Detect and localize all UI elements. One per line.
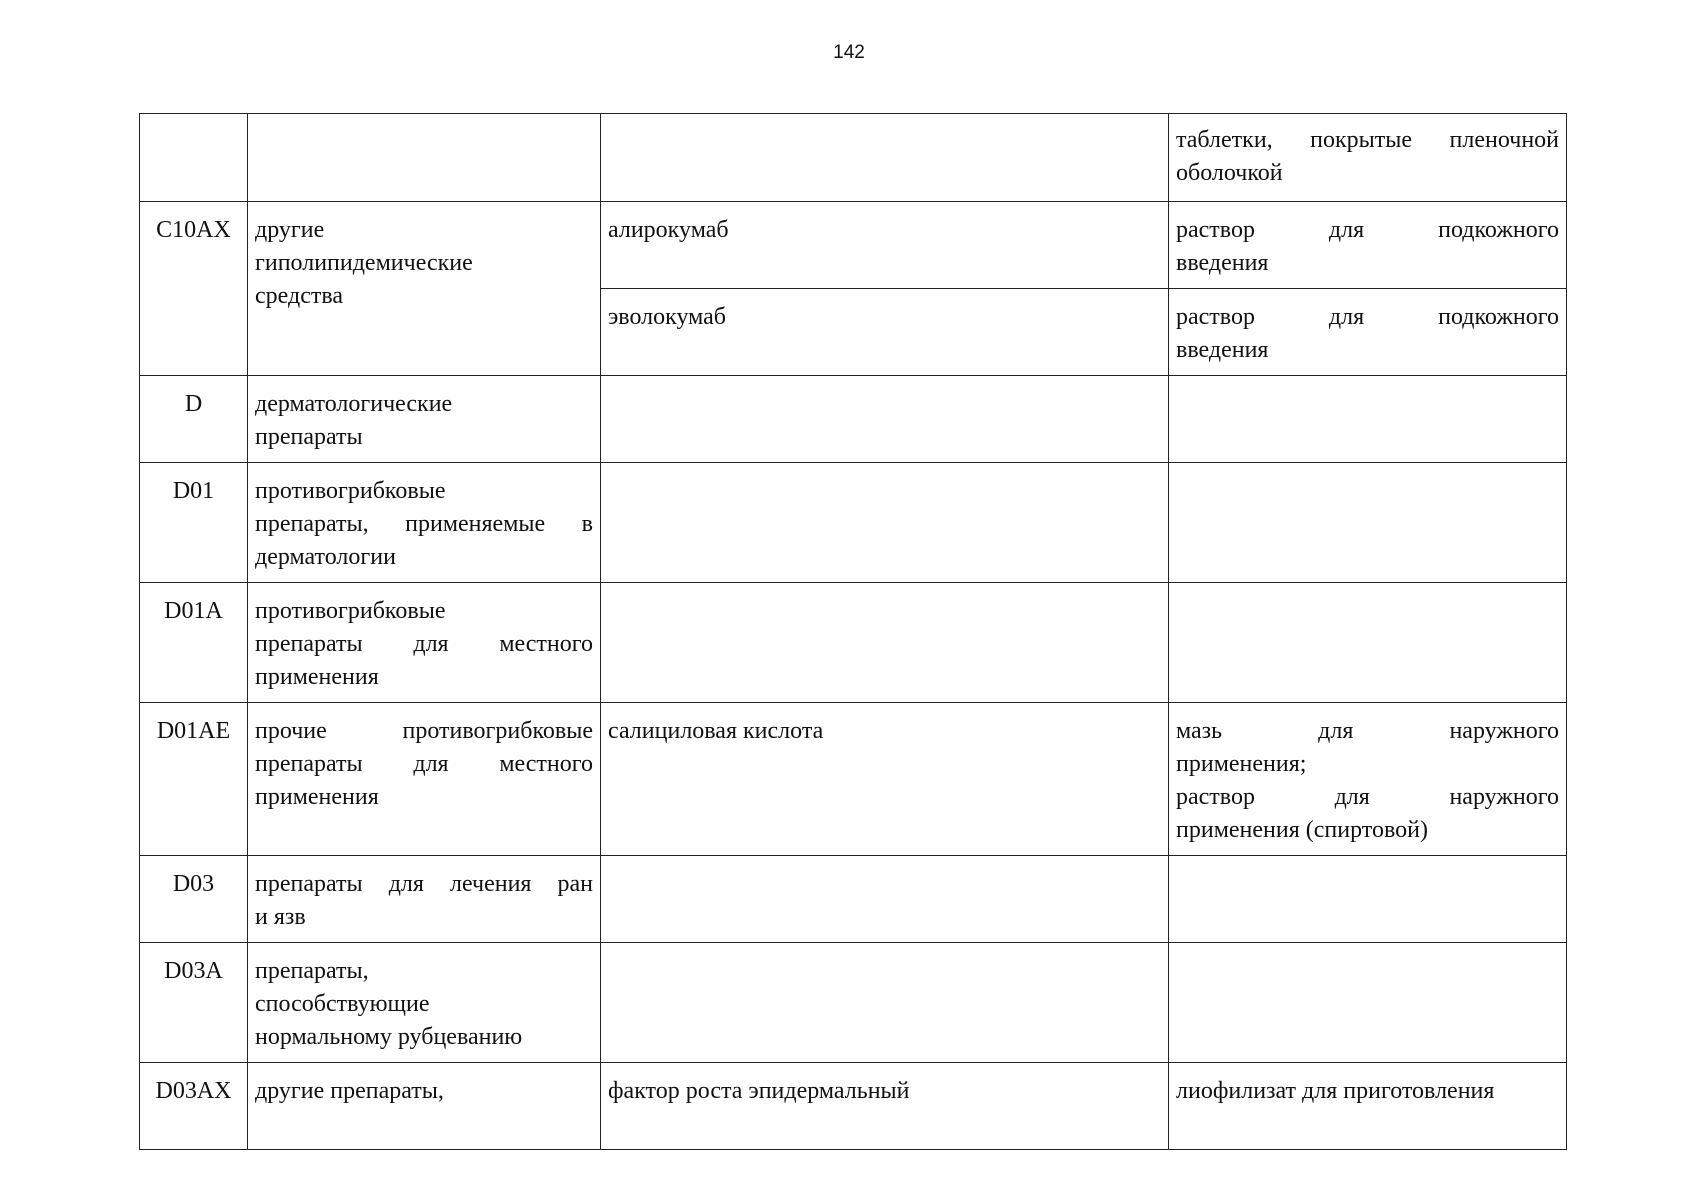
table-row [140, 376, 1567, 463]
atc-code-cell: D03AX [140, 1063, 248, 1150]
group-line: противогрибковые [255, 478, 446, 504]
inn-cell: алирокумаб [601, 202, 1169, 289]
dosage-form-line: оболочкой [1176, 160, 1283, 186]
atc-code-cell: D01 [140, 463, 248, 583]
atc-code-cell [140, 114, 248, 202]
dosage-form-cell [1169, 202, 1567, 289]
dosage-form-cell [1169, 703, 1567, 856]
group-cell [248, 114, 601, 202]
atc-code-cell: D01A [140, 583, 248, 703]
group-cell [248, 463, 601, 583]
group-line: нормальному рубцеванию [255, 1024, 523, 1050]
dosage-form-line: лиофилизат для приготовления [1176, 1078, 1495, 1104]
group-line: препараты, применяемые в [255, 511, 593, 537]
dosage-form-cell [1169, 856, 1567, 943]
atc-code-cell: D01AE [140, 703, 248, 856]
dosage-form-line: мазь для наружного [1176, 718, 1559, 744]
group-line: прочие противогрибковые [255, 718, 593, 744]
group-cell [248, 943, 601, 1063]
group-line: другие препараты, [255, 1078, 444, 1104]
group-cell [248, 202, 601, 376]
group-cell [248, 1063, 601, 1150]
inn-cell [601, 943, 1169, 1063]
dosage-form-cell [1169, 1063, 1567, 1150]
dosage-form-cell [1169, 376, 1567, 463]
group-line: средства [255, 283, 344, 309]
atc-code-cell: D03A [140, 943, 248, 1063]
table-row [140, 703, 1567, 856]
dosage-form-cell [1169, 463, 1567, 583]
group-line: препараты [255, 424, 363, 450]
group-line: гиполипидемические [255, 250, 473, 276]
table-row [140, 202, 1567, 289]
inn-cell [601, 376, 1169, 463]
inn-cell [601, 583, 1169, 703]
drug-table [139, 113, 1567, 1150]
table-row [140, 463, 1567, 583]
group-cell [248, 703, 601, 856]
inn-cell: эволокумаб [601, 289, 1169, 376]
page-number: 142 [833, 42, 865, 63]
table-row [140, 114, 1567, 202]
group-line: и язв [255, 904, 306, 930]
dosage-form-line: раствор для наружного [1176, 784, 1559, 810]
group-line: препараты, [255, 958, 369, 984]
table-row [140, 856, 1567, 943]
group-line: дерматологические [255, 391, 453, 417]
dosage-form-cell [1169, 943, 1567, 1063]
inn-cell: фактор роста эпидермальный [601, 1063, 1169, 1150]
group-line: дерматологии [255, 544, 396, 570]
dosage-form-line: раствор для подкожного [1176, 304, 1559, 330]
dosage-form-line: введения [1176, 250, 1269, 276]
group-line: препараты для местного [255, 751, 593, 777]
group-cell [248, 583, 601, 703]
atc-code-cell: D03 [140, 856, 248, 943]
group-line: другие [255, 217, 325, 243]
dosage-form-line: таблетки, покрытые пленочной [1176, 127, 1559, 153]
group-line: применения [255, 784, 379, 810]
group-line: применения [255, 664, 379, 690]
dosage-form-line: применения (спиртовой) [1176, 817, 1428, 843]
group-line: способствующие [255, 991, 430, 1017]
dosage-form-line: раствор для подкожного [1176, 217, 1559, 243]
inn-cell [601, 856, 1169, 943]
dosage-form-cell [1169, 114, 1567, 202]
group-cell [248, 856, 601, 943]
dosage-form-line: введения [1176, 337, 1269, 363]
inn-cell [601, 114, 1169, 202]
table-row [140, 943, 1567, 1063]
dosage-form-cell [1169, 583, 1567, 703]
group-line: препараты для лечения ран [255, 871, 593, 897]
table-row [140, 1063, 1567, 1150]
atc-code-cell: C10AX [140, 202, 248, 376]
inn-cell: салициловая кислота [601, 703, 1169, 856]
dosage-form-cell [1169, 289, 1567, 376]
dosage-form-line: применения; [1176, 751, 1307, 777]
group-line: препараты для местного [255, 631, 593, 657]
group-line: противогрибковые [255, 598, 446, 624]
group-cell [248, 376, 601, 463]
atc-code-cell: D [140, 376, 248, 463]
inn-cell [601, 463, 1169, 583]
table-row [140, 583, 1567, 703]
